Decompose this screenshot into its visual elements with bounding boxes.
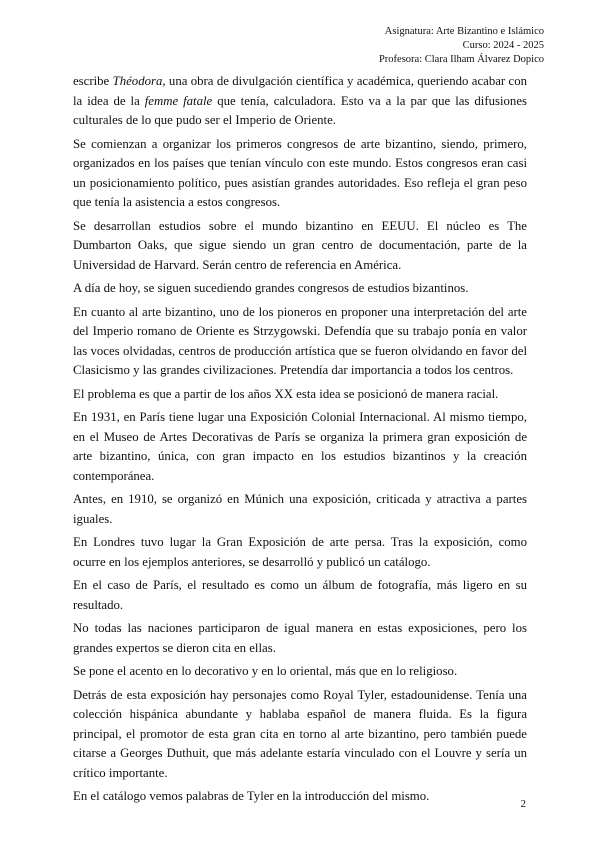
paragraph: No todas las naciones participaron de igual manera en estas exposiciones, pero los grandes expertos se dieron cita en ellas.: [73, 621, 527, 655]
italic-title: Théodora: [112, 74, 163, 88]
paragraph: En el catálogo vemos palabras de Tyler en la introducción del mismo.: [73, 789, 430, 803]
paragraph: Se comienzan a organizar los primeros congresos de arte bizantino, siendo, primero, organizados en los países que tenían vínculo con este mundo. Estos congresos eran casi un posicionamiento político, pues asistían grandes autoridades. Eso refleja el gran peso que tenía la asistencia a estos congresos.: [73, 136, 527, 209]
paragraph: En el caso de París, el resultado es como un álbum de fotografía, más ligero en su resultado.: [73, 578, 527, 612]
paragraph: Antes, en 1910, se organizó en Múnich una exposición, criticada y atractiva a partes iguales.: [73, 492, 527, 526]
paragraph: A día de hoy, se siguen sucediendo grandes congresos de estudios bizantinos.: [73, 281, 469, 295]
paragraph: En 1931, en París tiene lugar una Exposición Colonial Internacional. Al mismo tiempo, en el Museo de Artes Decorativas de París se organiza la primera gran exposición de arte bizantino, única, con gran impacto en los estudios bizantinos y la creación contemporánea.: [73, 410, 527, 483]
paragraph: En cuanto al arte bizantino, uno de los pioneros en proponer una interpretación del arte del Imperio romano de Oriente es Strzygowski. Defendía que su trabajo ponía en valor las voces olvidadas, centros de producción artística que se fueron olvidando en favor del Clasicismo y las grandes civilizaciones. Pretendía dar importancia a todos los centros.: [73, 304, 527, 377]
document-body: [73, 72, 527, 811]
page-number: 2: [520, 798, 526, 810]
subject-line: Asignatura: Arte Bizantino e Islámico: [384, 26, 544, 37]
paragraph-text: escribe: [73, 74, 113, 88]
paragraph: Detrás de esta exposición hay personajes como Royal Tyler, estadounidense. Tenía una colección hispánica abundante y hablaba español de manera fluida. Es la figura principal, el promotor de esta gran cita en torno al arte bizantino, pero también puede citarse a Georges Duthuit, que más adelante estaría vinculado con el Louvre y sería un crítico importante.: [73, 687, 527, 780]
page-header: [379, 25, 544, 67]
paragraph-text: , una obra de divulgación científica y académica, queriendo acabar con la idea de la: [73, 74, 527, 108]
teacher-line: Profesora: Clara Ilham Álvarez Dopico: [378, 54, 544, 65]
paragraph: Se pone el acento en lo decorativo y en lo oriental, más que en lo religioso.: [73, 664, 458, 678]
paragraph-text: que tenía, calculadora. Esto va a la par que las difusiones culturales de lo que pudo ser el Imperio de Oriente.: [73, 93, 527, 127]
paragraph: Se desarrollan estudios sobre el mundo bizantino en EEUU. El núcleo es The Dumbarton Oaks, que sigue siendo un gran centro de documentación, parte de la Universidad de Harvard. Serán centro de referencia en América.: [73, 218, 527, 272]
paragraph: El problema es que a partir de los años XX esta idea se posicionó de manera racial.: [73, 386, 499, 401]
course-line: Curso: 2024 - 2025: [462, 40, 544, 51]
italic-term: femme fatale: [144, 93, 213, 108]
paragraph: En Londres tuvo lugar la Gran Exposición de arte persa. Tras la exposición, como ocurre en los ejemplos anteriores, se desarrolló y publicó un catálogo.: [73, 535, 527, 569]
paragraph: [73, 72, 527, 131]
